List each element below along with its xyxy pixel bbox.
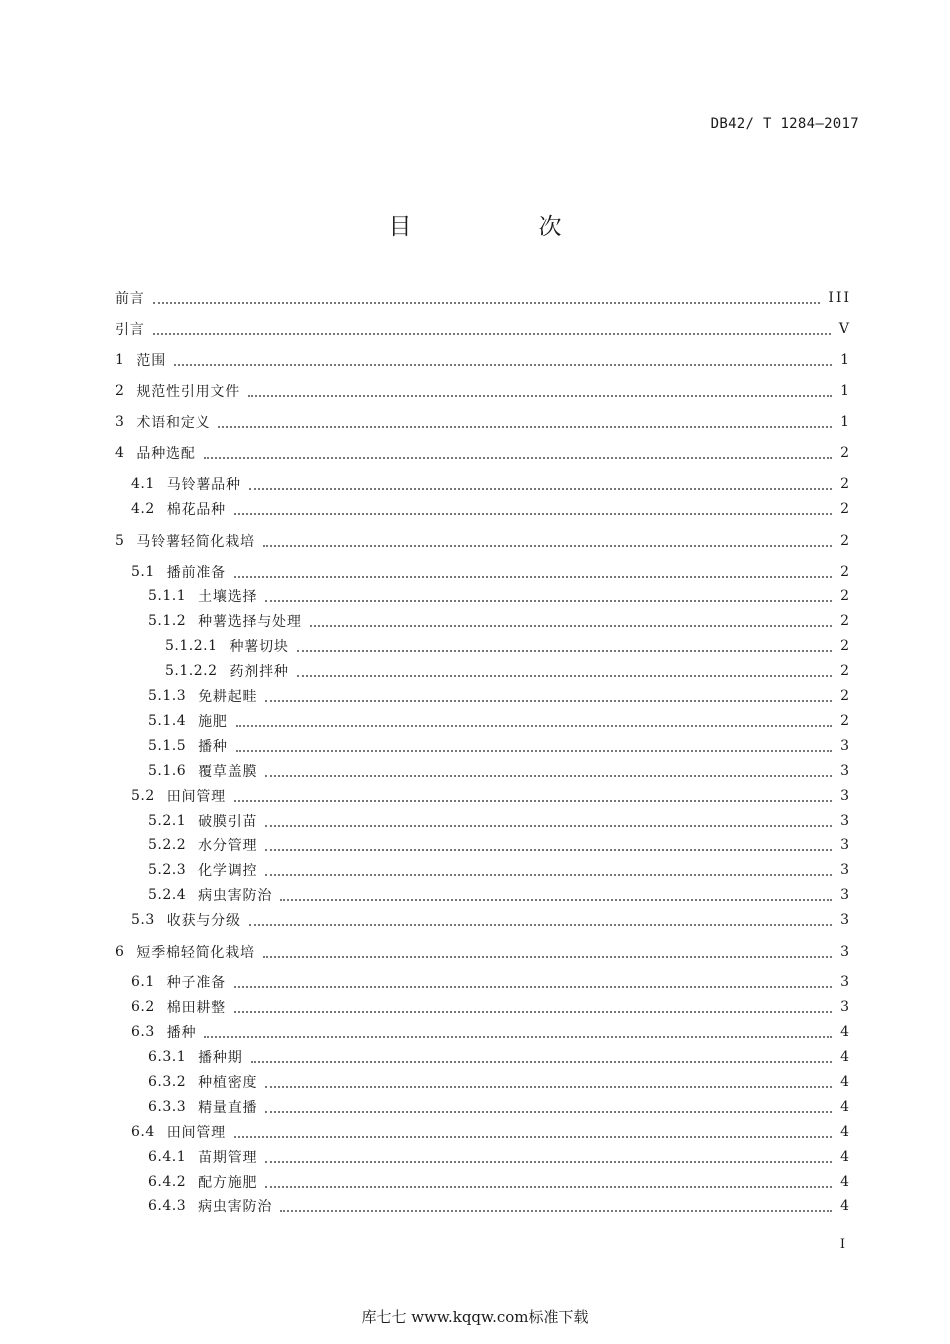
document-code: DB42/ T 1284—2017 — [710, 116, 859, 132]
dot-leader — [251, 1060, 833, 1063]
dot-leader — [234, 575, 832, 578]
toc-entry-number: 5.2.1 — [148, 813, 187, 829]
toc-entry-page: 2 — [840, 564, 851, 580]
toc-entry-number: 6.4 — [131, 1124, 155, 1140]
toc-entry-page: 2 — [840, 588, 851, 604]
toc-entry[interactable] — [131, 997, 851, 1017]
toc-entry-page: 3 — [840, 837, 851, 853]
toc-entry-number: 6.3.2 — [148, 1074, 187, 1090]
toc-entry-page: 3 — [840, 813, 851, 829]
toc-entry-page: 3 — [840, 738, 851, 754]
toc-entry-number: 6 — [115, 944, 125, 960]
toc-entry-title: 术语和定义 — [136, 415, 211, 431]
toc-entry-number: 5 — [115, 533, 125, 549]
toc-entry-number: 1 — [115, 352, 125, 368]
toc-entry[interactable] — [115, 319, 851, 339]
toc-entry-title: 配方施肥 — [198, 1175, 258, 1191]
dot-leader — [153, 332, 831, 335]
toc-entry-number: 5.2.2 — [148, 837, 187, 853]
toc-entry[interactable] — [115, 531, 851, 551]
dot-leader — [174, 363, 832, 366]
dot-leader — [234, 1010, 832, 1013]
toc-entry[interactable] — [115, 942, 851, 962]
dot-leader — [265, 1160, 832, 1163]
toc-entry[interactable] — [148, 860, 851, 880]
toc-entry-title: 田间管理 — [166, 789, 226, 805]
toc-entry[interactable] — [148, 736, 851, 756]
toc-entry-page: 2 — [840, 445, 851, 461]
dot-leader — [265, 599, 832, 602]
toc-entry-title: 施肥 — [198, 714, 228, 730]
toc-entry-title: 土壤选择 — [198, 589, 258, 605]
toc-entry[interactable] — [148, 686, 851, 706]
dot-leader — [236, 724, 832, 727]
toc-entry[interactable] — [148, 811, 851, 831]
toc-entry[interactable] — [131, 474, 851, 494]
toc-entry-page: 3 — [840, 944, 851, 960]
dot-leader — [249, 923, 832, 926]
dot-leader — [297, 649, 832, 652]
toc-entry-title: 药剂拌种 — [229, 664, 289, 680]
toc-entry-page: 3 — [840, 862, 851, 878]
toc-entry[interactable] — [165, 661, 851, 681]
toc-entry-title: 播前准备 — [166, 565, 226, 581]
toc-entry-page: 2 — [840, 613, 851, 629]
toc-entry-page: 2 — [840, 688, 851, 704]
toc-entry-title: 免耕起畦 — [198, 689, 258, 705]
dot-leader — [265, 1110, 832, 1113]
toc-entry-title: 种子准备 — [166, 975, 226, 991]
toc-entry-page: 3 — [840, 912, 851, 928]
toc-entry-title: 播种期 — [198, 1050, 243, 1066]
toc-entry-title: 棉花品种 — [166, 502, 226, 518]
toc-entry-title: 病虫害防治 — [198, 888, 273, 904]
dot-leader — [204, 456, 832, 459]
toc-entry-number: 5.1.5 — [148, 738, 187, 754]
toc-entry[interactable] — [115, 381, 851, 401]
page-number: I — [839, 1237, 845, 1252]
toc-entry-number: 4 — [115, 445, 125, 461]
toc-entry-page: 3 — [840, 974, 851, 990]
toc-entry-page: 4 — [840, 1149, 851, 1165]
toc-entry-title: 引言 — [115, 322, 145, 338]
toc-entry[interactable] — [148, 1196, 851, 1216]
dot-leader — [234, 1135, 832, 1138]
dot-leader — [204, 1035, 832, 1038]
dot-leader — [265, 1185, 832, 1188]
toc-entry-number: 6.3.1 — [148, 1049, 187, 1065]
toc-entry[interactable] — [148, 611, 851, 631]
toc-entry-title: 棉田耕整 — [166, 1000, 226, 1016]
toc-entry-number: 5.1.4 — [148, 713, 187, 729]
dot-leader — [249, 487, 832, 490]
toc-entry[interactable] — [131, 1022, 851, 1042]
toc-entry-title: 范围 — [136, 353, 167, 369]
dot-leader — [234, 799, 832, 802]
toc-entry-number: 5.1 — [131, 564, 155, 580]
toc-entry-title: 种薯切块 — [229, 639, 289, 655]
toc-entry-page: 2 — [840, 713, 851, 729]
toc-entry-number: 5.2 — [131, 788, 155, 804]
toc-entry[interactable] — [131, 972, 851, 992]
toc-entry-title: 苗期管理 — [198, 1150, 258, 1166]
toc-entry-number: 6.3.3 — [148, 1099, 187, 1115]
dot-leader — [218, 425, 832, 428]
toc-entry[interactable] — [148, 835, 851, 855]
toc-entry[interactable] — [115, 288, 851, 308]
dot-leader — [265, 1085, 832, 1088]
toc-entry-page: 3 — [840, 763, 851, 779]
toc-entry-title: 化学调控 — [198, 863, 258, 879]
toc-entry-number: 5.1.3 — [148, 688, 187, 704]
toc-entry-page: 4 — [840, 1124, 851, 1140]
dot-leader — [263, 544, 832, 547]
toc-entry-title: 播种 — [198, 739, 228, 755]
toc-entry-page: 2 — [840, 501, 851, 517]
toc-entry-page: 4 — [840, 1049, 851, 1065]
toc-entry-page: 1 — [840, 383, 851, 399]
toc-entry-page: 2 — [840, 533, 851, 549]
toc-entry-title: 水分管理 — [198, 838, 258, 854]
toc-entry-title: 精量直播 — [198, 1100, 258, 1116]
dot-leader — [153, 301, 821, 304]
toc-entry[interactable] — [148, 885, 851, 905]
toc-entry-number: 6.4.1 — [148, 1149, 187, 1165]
toc-entry-number: 6.4.3 — [148, 1198, 187, 1214]
toc-entry[interactable] — [115, 443, 851, 463]
toc-entry-number: 5.3 — [131, 912, 155, 928]
dot-leader — [310, 624, 832, 627]
footer-watermark: 库七七 www.kqqw.com标准下载 — [361, 1308, 589, 1326]
toc-entry-number: 5.1.1 — [148, 588, 187, 604]
toc-entry-title: 前言 — [115, 291, 145, 307]
toc-entry-page: 4 — [840, 1099, 851, 1115]
dot-leader — [236, 749, 832, 752]
dot-leader — [297, 674, 832, 677]
dot-leader — [263, 955, 832, 958]
toc-entry[interactable] — [148, 1147, 851, 1167]
toc-entry-number: 6.3 — [131, 1024, 155, 1040]
toc-entry-title: 马铃薯品种 — [166, 477, 241, 493]
dot-leader — [234, 985, 832, 988]
toc-entry-title: 种薯选择与处理 — [198, 614, 302, 630]
toc-entry[interactable] — [148, 1172, 851, 1192]
toc-entry-title: 马铃薯轻简化栽培 — [136, 534, 255, 550]
dot-leader — [265, 824, 832, 827]
toc-entry-page: 4 — [840, 1024, 851, 1040]
toc-entry-page: 4 — [840, 1174, 851, 1190]
toc-entry[interactable] — [115, 412, 851, 432]
toc-entry-page: 3 — [840, 999, 851, 1015]
toc-entry-number: 2 — [115, 383, 125, 399]
dot-leader — [265, 848, 832, 851]
dot-leader — [265, 699, 832, 702]
dot-leader — [280, 898, 832, 901]
toc-entry[interactable] — [131, 562, 851, 582]
toc-entry-title: 田间管理 — [166, 1125, 226, 1141]
toc-entry-page: 1 — [840, 414, 851, 430]
toc-entry-title: 收获与分级 — [166, 913, 241, 929]
toc-entry-page: 2 — [840, 476, 851, 492]
toc-entry-page: 4 — [840, 1074, 851, 1090]
toc-entry-page: III — [828, 290, 851, 306]
toc-entry-number: 5.1.6 — [148, 763, 187, 779]
toc-entry-title: 短季棉轻简化栽培 — [136, 945, 255, 961]
dot-leader — [248, 394, 832, 397]
toc-entry-title: 品种选配 — [136, 446, 196, 462]
toc-entry-number: 5.2.4 — [148, 887, 187, 903]
toc-entry[interactable] — [148, 586, 851, 606]
toc-entry[interactable] — [131, 910, 851, 930]
toc-entry-number: 5.2.3 — [148, 862, 187, 878]
toc-entry-number: 6.2 — [131, 999, 155, 1015]
toc-entry-title: 规范性引用文件 — [136, 384, 241, 400]
toc-entry-title: 播种 — [166, 1025, 197, 1041]
toc-entry-page: 3 — [840, 788, 851, 804]
toc-entry-page: 2 — [840, 638, 851, 654]
toc-entry[interactable] — [148, 1097, 851, 1117]
toc-entry-number: 5.1.2 — [148, 613, 187, 629]
toc-entry[interactable] — [148, 1072, 851, 1092]
toc-entry-number: 3 — [115, 414, 125, 430]
toc-entry-number: 6.4.2 — [148, 1174, 187, 1190]
toc-entry-page: V — [838, 321, 851, 337]
toc-entry-number: 6.1 — [131, 974, 155, 990]
toc-entry-title: 破膜引苗 — [198, 814, 258, 830]
toc-entry-number: 4.1 — [131, 476, 155, 492]
toc-entry[interactable] — [165, 636, 851, 656]
toc-entry[interactable] — [131, 499, 851, 519]
toc-entry-page: 1 — [840, 352, 851, 368]
toc-entry-number: 4.2 — [131, 501, 155, 517]
toc-entry-title: 覆草盖膜 — [198, 764, 258, 780]
toc-entry-title: 种植密度 — [198, 1075, 258, 1091]
toc-entry-number: 5.1.2.1 — [165, 638, 218, 654]
page-title: 目 次 — [388, 214, 614, 240]
toc-entry[interactable] — [131, 1122, 851, 1142]
dot-leader — [234, 512, 832, 515]
toc-entry-number: 5.1.2.2 — [165, 663, 218, 679]
toc-entry[interactable] — [148, 761, 851, 781]
toc-entry-page: 4 — [840, 1198, 851, 1214]
toc-entry[interactable] — [148, 1047, 851, 1067]
toc-entry-page: 2 — [840, 663, 851, 679]
dot-leader — [265, 774, 832, 777]
toc-entry[interactable] — [131, 786, 851, 806]
toc-entry[interactable] — [148, 711, 851, 731]
dot-leader — [265, 873, 832, 876]
toc-entry-page: 3 — [840, 887, 851, 903]
toc-entry[interactable] — [115, 350, 851, 370]
dot-leader — [280, 1209, 832, 1212]
toc-entry-title: 病虫害防治 — [198, 1199, 273, 1215]
